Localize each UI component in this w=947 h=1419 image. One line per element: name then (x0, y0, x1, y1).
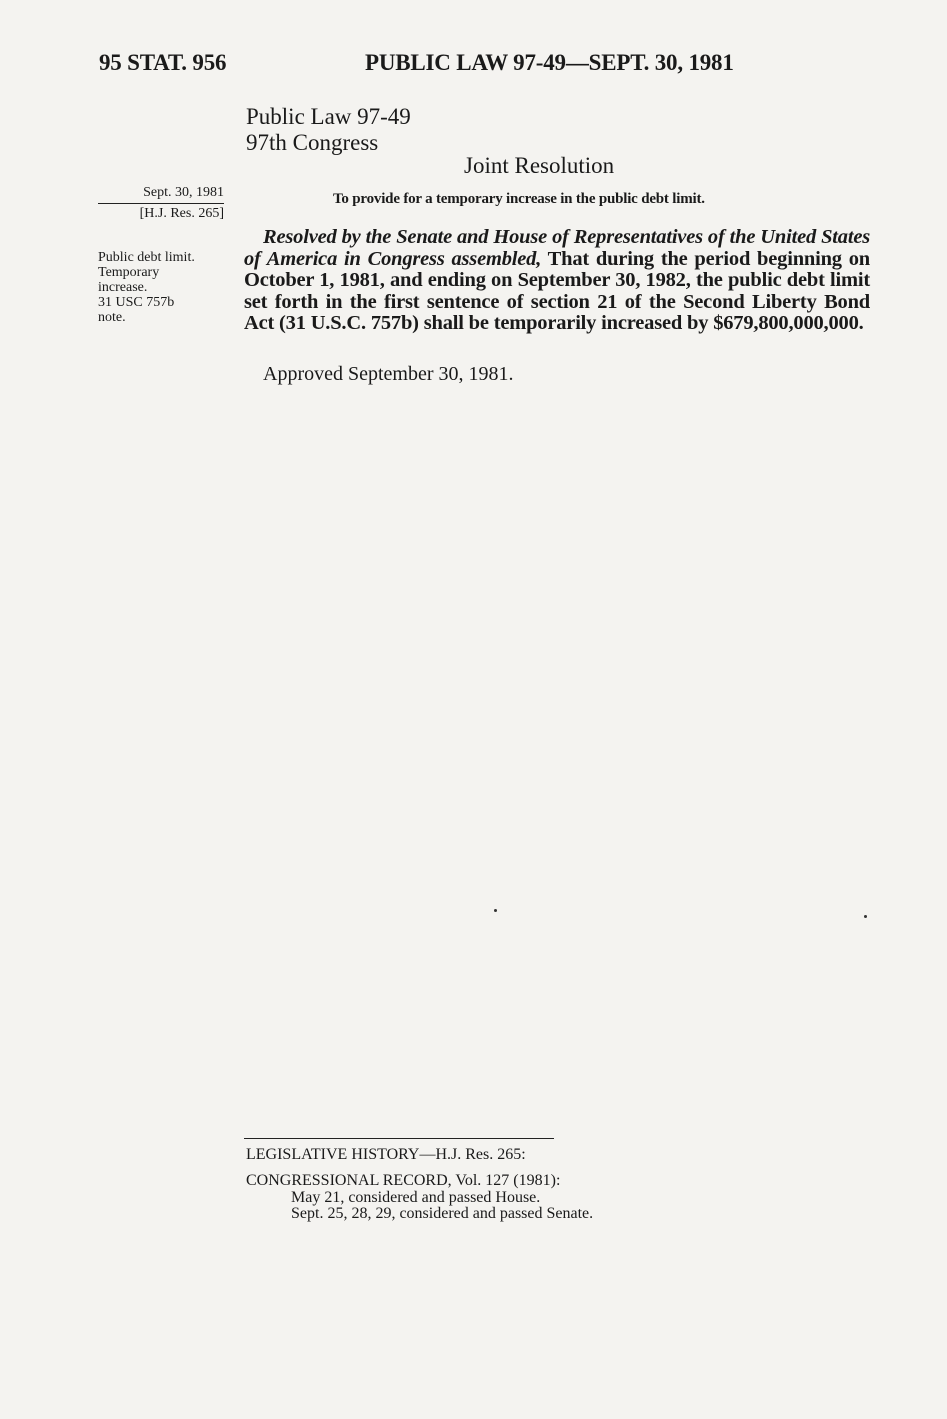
margin-bill-number: [H.J. Res. 265] (139, 206, 224, 221)
congressional-record-citation: CONGRESSIONAL RECORD, Vol. 127 (1981): (246, 1172, 561, 1189)
stat-citation: 95 STAT. 956 (99, 50, 227, 75)
history-divider (244, 1138, 554, 1139)
margin-note-line: 31 USC 757b (98, 295, 175, 310)
resolution-heading: Joint Resolution (464, 153, 615, 178)
margin-note-line: Public debt limit. (98, 250, 195, 265)
enacting-clause: Resolved by the Senate and House of Representatives of the United States of America in Congress assembled, (244, 226, 870, 270)
approval-date: Approved September 30, 1981. (263, 363, 514, 385)
speck-mark (494, 909, 497, 912)
margin-note-line: note. (98, 310, 126, 325)
congress-label: 97th Congress (246, 130, 379, 155)
law-number: Public Law 97-49 (246, 104, 411, 129)
margin-note-line: increase. (98, 280, 148, 295)
margin-note-line: Temporary (98, 265, 160, 280)
legislative-history-heading: LEGISLATIVE HISTORY—H.J. Res. 265: (246, 1146, 526, 1163)
margin-notes (98, 250, 195, 325)
history-action: May 21, considered and passed House. (291, 1189, 541, 1206)
running-head: PUBLIC LAW 97-49—SEPT. 30, 1981 (365, 50, 734, 75)
purpose-statement: To provide for a temporary increase in the public debt limit. (333, 191, 705, 207)
resolution-body (244, 227, 870, 335)
speck-mark (864, 915, 867, 918)
resolution-text: That during the period beginning on October 1, 1981, and ending on September 30, 1982, the public debt limit set forth in the first sentence of section 21 of the Second Liberty Bond Act (31 U.S.C. 757b) shall be temporarily increased by $679,800,000,000. (244, 247, 870, 334)
margin-date: Sept. 30, 1981 (98, 185, 224, 204)
history-action: Sept. 25, 28, 29, considered and passed Senate. (291, 1205, 594, 1222)
